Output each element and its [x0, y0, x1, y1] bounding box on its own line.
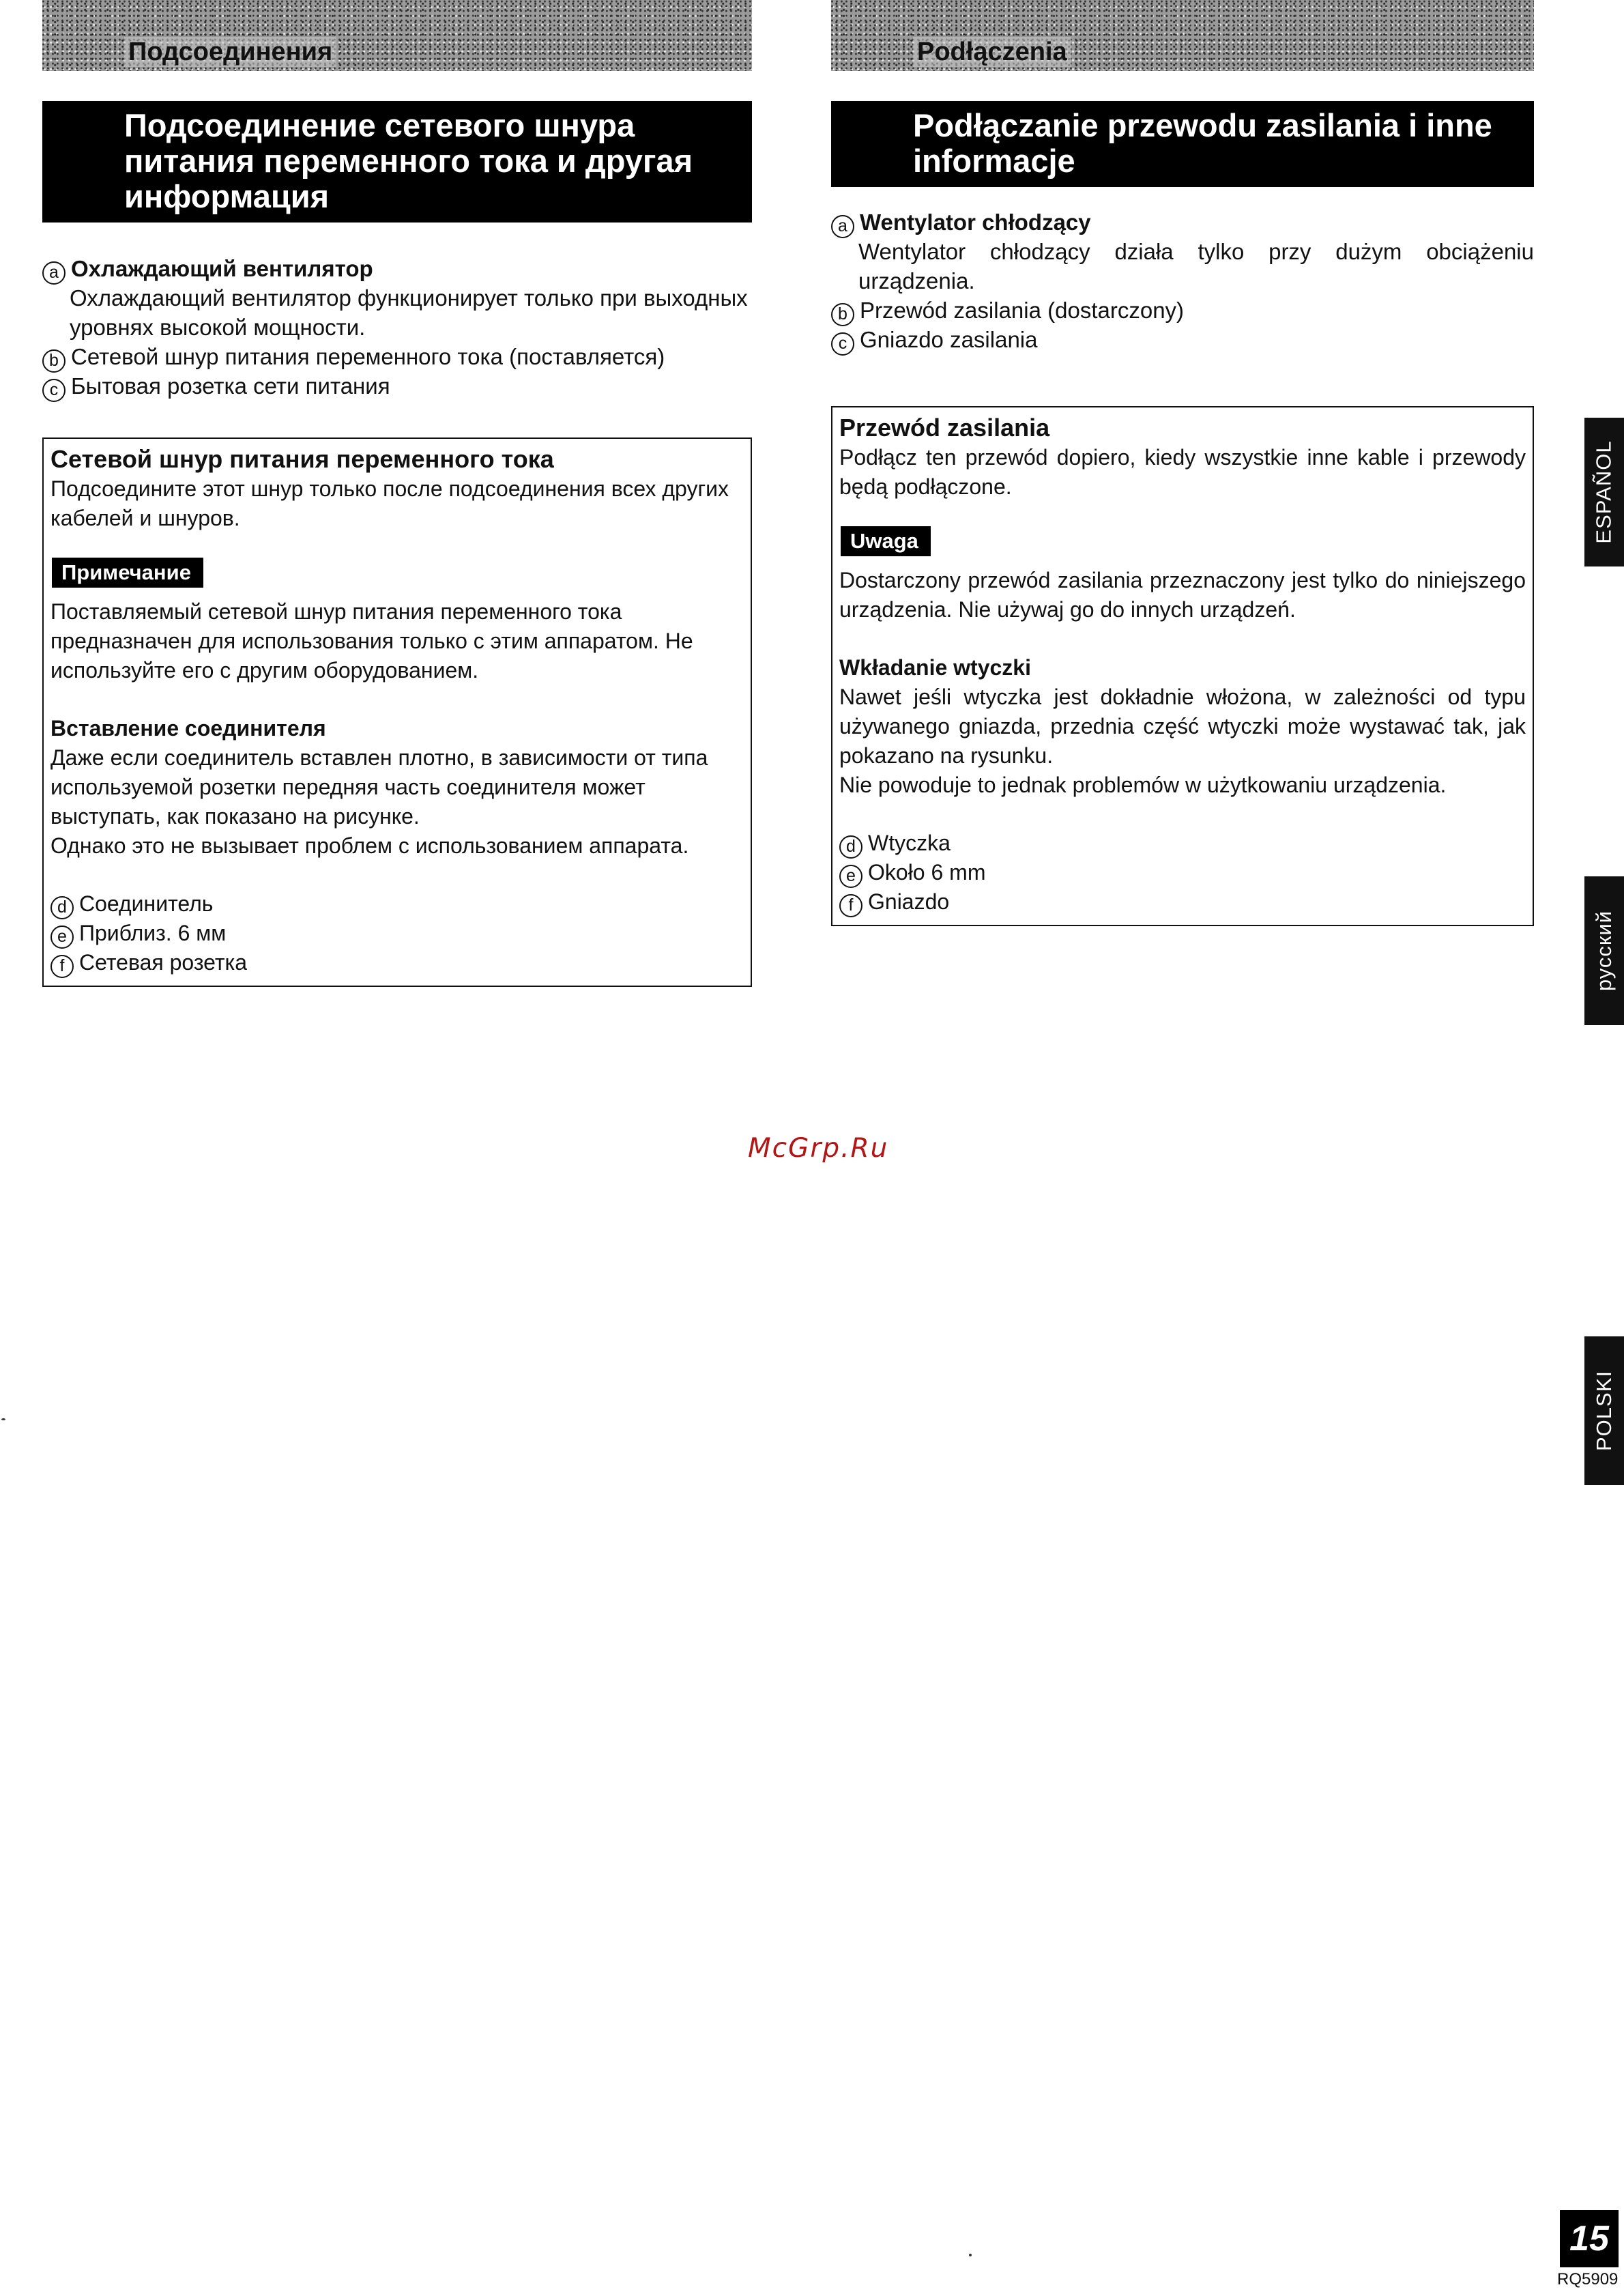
box-title: Сетевой шнур питания переменного тока [50, 445, 554, 473]
lang-tab-russian [1584, 876, 1624, 1025]
list-item-text: Бытовая розетка сети питания [71, 373, 390, 399]
legend-item [839, 887, 1526, 917]
marker-badge: a [831, 215, 854, 238]
legend-text: Приблиз. 6 мм [79, 921, 227, 945]
legend-item [50, 948, 744, 977]
list-item [42, 371, 752, 401]
info-box [831, 406, 1534, 926]
list-item-text: Przewód zasilania (dostarczony) [860, 298, 1185, 323]
parts-list [42, 254, 752, 401]
box-intro: Подсоедините этот шнур только после подсоединения всех других кабелей и шнуров. [50, 476, 729, 530]
marker-badge: d [839, 835, 862, 859]
list-item-description: Охлаждающий вентилятор функционирует только при выходных уровнях высокой мощности. [70, 285, 748, 340]
section-header-band [42, 0, 752, 71]
section-header-band [831, 0, 1534, 71]
page-number: 15 [1560, 2210, 1619, 2267]
legend-item [50, 919, 744, 948]
lang-tab-label: ESPAÑOL [1592, 440, 1616, 544]
insert-title: Вставление соединителя [50, 716, 326, 741]
note-text: Поставляемый сетевой шнур питания переменного тока предназначен для использования только с этим аппаратом. Не используйте его с другим оборудованием. [50, 599, 693, 683]
insert-text: Nie powoduje to jednak problemów w użytkowaniu urządzenia. [839, 773, 1447, 797]
legend-item [50, 889, 744, 919]
legend-text: Соединитель [79, 891, 214, 916]
insert-text: Nawet jeśli wtyczka jest dokładnie włożona, w zależności od typu używanego gniazda, przednia część wtyczki może wystawać tak, jak pokazano na rysunku. [839, 685, 1526, 768]
section-header-label: Подсоединения [124, 37, 336, 67]
box-title: Przewód zasilania [839, 414, 1050, 442]
list-item-text: Сетевой шнур питания переменного тока (поставляется) [71, 344, 665, 369]
list-item-text: Gniazdo zasilania [860, 327, 1038, 352]
note-text: Dostarczony przewód zasilania przeznaczony jest tylko do niniejszego urządzenia. Nie używaj go do innych urządzeń. [839, 568, 1526, 622]
section-header-label: Podłączenia [913, 37, 1071, 67]
parts-list [831, 207, 1534, 354]
list-item [831, 325, 1534, 354]
russian-column [42, 0, 752, 987]
scan-speck [969, 2254, 972, 2256]
list-item [831, 296, 1534, 325]
list-item-title: Охлаждающий вентилятор [71, 256, 373, 281]
legend-item [839, 858, 1526, 887]
lang-tab-espanol [1584, 418, 1624, 566]
marker-badge: d [50, 896, 74, 919]
list-item-description: Wentylator chłodzący działa tylko przy dużym obciążeniu urządzenia. [858, 239, 1534, 293]
list-item [831, 207, 1534, 237]
page-title: Подсоединение сетевого шнура питания переменного тока и другая информация [42, 101, 752, 223]
note-label: Uwaga [841, 526, 931, 556]
marker-badge: c [831, 332, 854, 356]
marker-badge: e [50, 925, 74, 949]
info-box [42, 437, 752, 987]
list-item [42, 342, 752, 371]
marker-badge: a [42, 261, 66, 285]
legend-item [839, 829, 1526, 858]
watermark: McGrp.Ru [748, 1133, 889, 1164]
lang-tab-polski [1584, 1336, 1624, 1485]
marker-badge: b [42, 349, 66, 373]
marker-badge: e [839, 865, 862, 888]
polish-column [831, 0, 1534, 926]
scan-speck [1, 1418, 5, 1420]
marker-badge: f [839, 894, 862, 917]
note-label: Примечание [52, 558, 203, 588]
legend-text: Сетевая розетка [79, 950, 248, 975]
lang-tab-label: русский [1592, 910, 1616, 992]
insert-text: Даже если соединитель вставлен плотно, в зависимости от типа используемой розетки передняя часть соединителя может выступать, как показано на рисунке. [50, 745, 708, 829]
marker-badge: f [50, 955, 74, 978]
list-item-title: Wentylator chłodzący [860, 210, 1091, 235]
document-code: RQ5909 [1557, 2270, 1619, 2288]
page-title: Podłączanie przewodu zasilania i inne informacje [831, 101, 1534, 187]
insert-text: Однако это не вызывает проблем с использованием аппарата. [50, 833, 689, 858]
list-item [42, 254, 752, 283]
marker-badge: b [831, 303, 854, 326]
legend-text: Wtyczka [868, 831, 951, 855]
box-intro: Podłącz ten przewód dopiero, kiedy wszystkie inne kable i przewody będą podłączone. [839, 445, 1526, 499]
legend-text: Około 6 mm [868, 860, 986, 885]
legend-text: Gniazdo [868, 889, 950, 914]
insert-title: Wkładanie wtyczki [839, 655, 1031, 680]
lang-tab-label: POLSKI [1592, 1371, 1616, 1451]
marker-badge: c [42, 379, 66, 402]
